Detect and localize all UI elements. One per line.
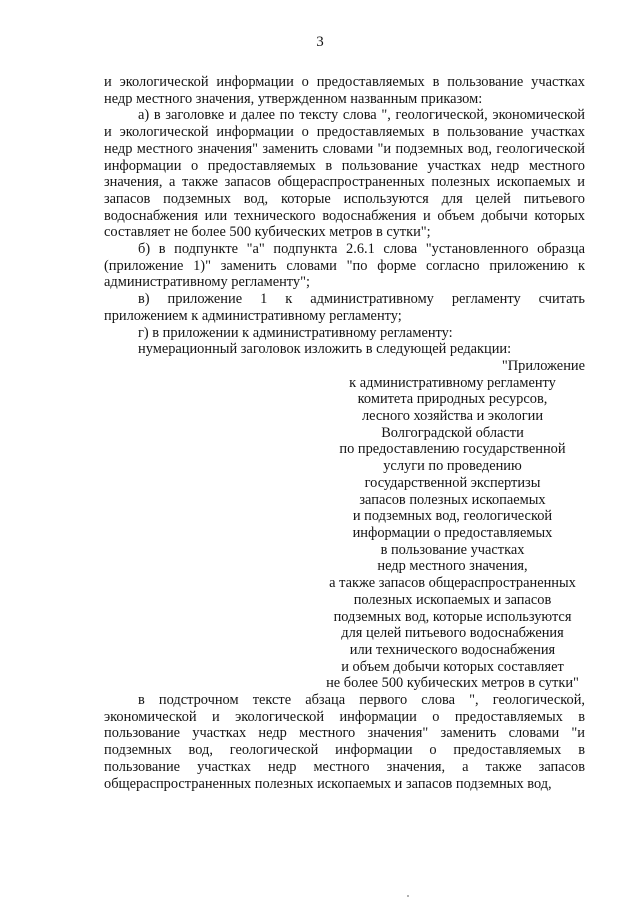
appendix-line: лесного хозяйства и экологии	[361, 408, 544, 425]
appendix-line: информации о предоставляемых	[352, 524, 553, 541]
appendix-line: комитета природных ресурсов,	[357, 391, 548, 408]
paragraph-item-v: в) приложение 1 к административному регламенту считать приложением к административному регламенту;	[104, 291, 585, 324]
appendix-line: для целей питьевого водоснабжения	[341, 625, 564, 642]
appendix-line: подземных вод, которые используются	[333, 608, 572, 625]
paragraph-item-b: б) в подпункте "а" подпункта 2.6.1 слова "установленного образца (приложение 1)" заменить словами "по форме согласно приложению к административному регламенту";	[104, 241, 585, 291]
appendix-line: "Приложение	[501, 357, 585, 374]
appendix-line: не более 500 кубических метров в сутки"	[326, 675, 579, 692]
appendix-line: услуги по проведению	[383, 458, 522, 475]
scan-speck	[407, 895, 409, 897]
appendix-line: запасов полезных ископаемых	[359, 491, 546, 508]
appendix-line: к административному регламенту	[349, 374, 556, 391]
appendix-line: а также запасов общераспространенных	[329, 575, 576, 592]
appendix-line: и объем добычи которых составляет	[341, 658, 564, 675]
paragraph-item-a: а) в заголовке и далее по тексту слова ", геологической, экономической и экологической информации о предоставляемых в пользование участках недр местного значения" заменить словами "и подземных вод, геологической информации о предоставляемых в пользование участках недр местного значения, а также запасов общераспространенных полезных ископаемых и запасов подземных вод, которые используются для целей питьевого водоснабжения или технического водоснабжения и объем добычи которых составляет не более 500 кубических метров в сутки";	[104, 107, 585, 241]
appendix-line: или технического водоснабжения	[349, 641, 556, 658]
appendix-heading-block	[320, 358, 585, 692]
document-body	[104, 74, 585, 792]
appendix-line: и подземных вод, геологической	[352, 508, 553, 525]
paragraph-footnote-instruction: в подстрочном тексте абзаца первого слова ", геологической, экономической и экологической информации о предоставляемых в пользование участках недр местного значения" заменить словами "и подземных вод, геологической информации о предоставляемых в пользование участках недр местного значения, а также запасов общераспространенных полезных ископаемых и запасов подземных вод,	[104, 692, 585, 792]
appendix-line: недр местного значения,	[377, 558, 528, 575]
appendix-line: по предоставлению государственной	[339, 441, 566, 458]
appendix-line: Волгоградской области	[381, 424, 524, 441]
appendix-line: полезных ископаемых и запасов	[353, 591, 552, 608]
appendix-line: в пользование участках	[380, 541, 525, 558]
paragraph-heading-instruction: нумерационный заголовок изложить в следующей редакции:	[138, 341, 512, 358]
page-number: 3	[316, 34, 324, 50]
paragraph-item-g: г) в приложении к административному регламенту:	[138, 324, 453, 341]
paragraph-continuation: и экологической информации о предоставляемых в пользование участках недр местного значения, утвержденном названным приказом:	[104, 74, 585, 107]
appendix-line: государственной экспертизы	[364, 474, 541, 491]
